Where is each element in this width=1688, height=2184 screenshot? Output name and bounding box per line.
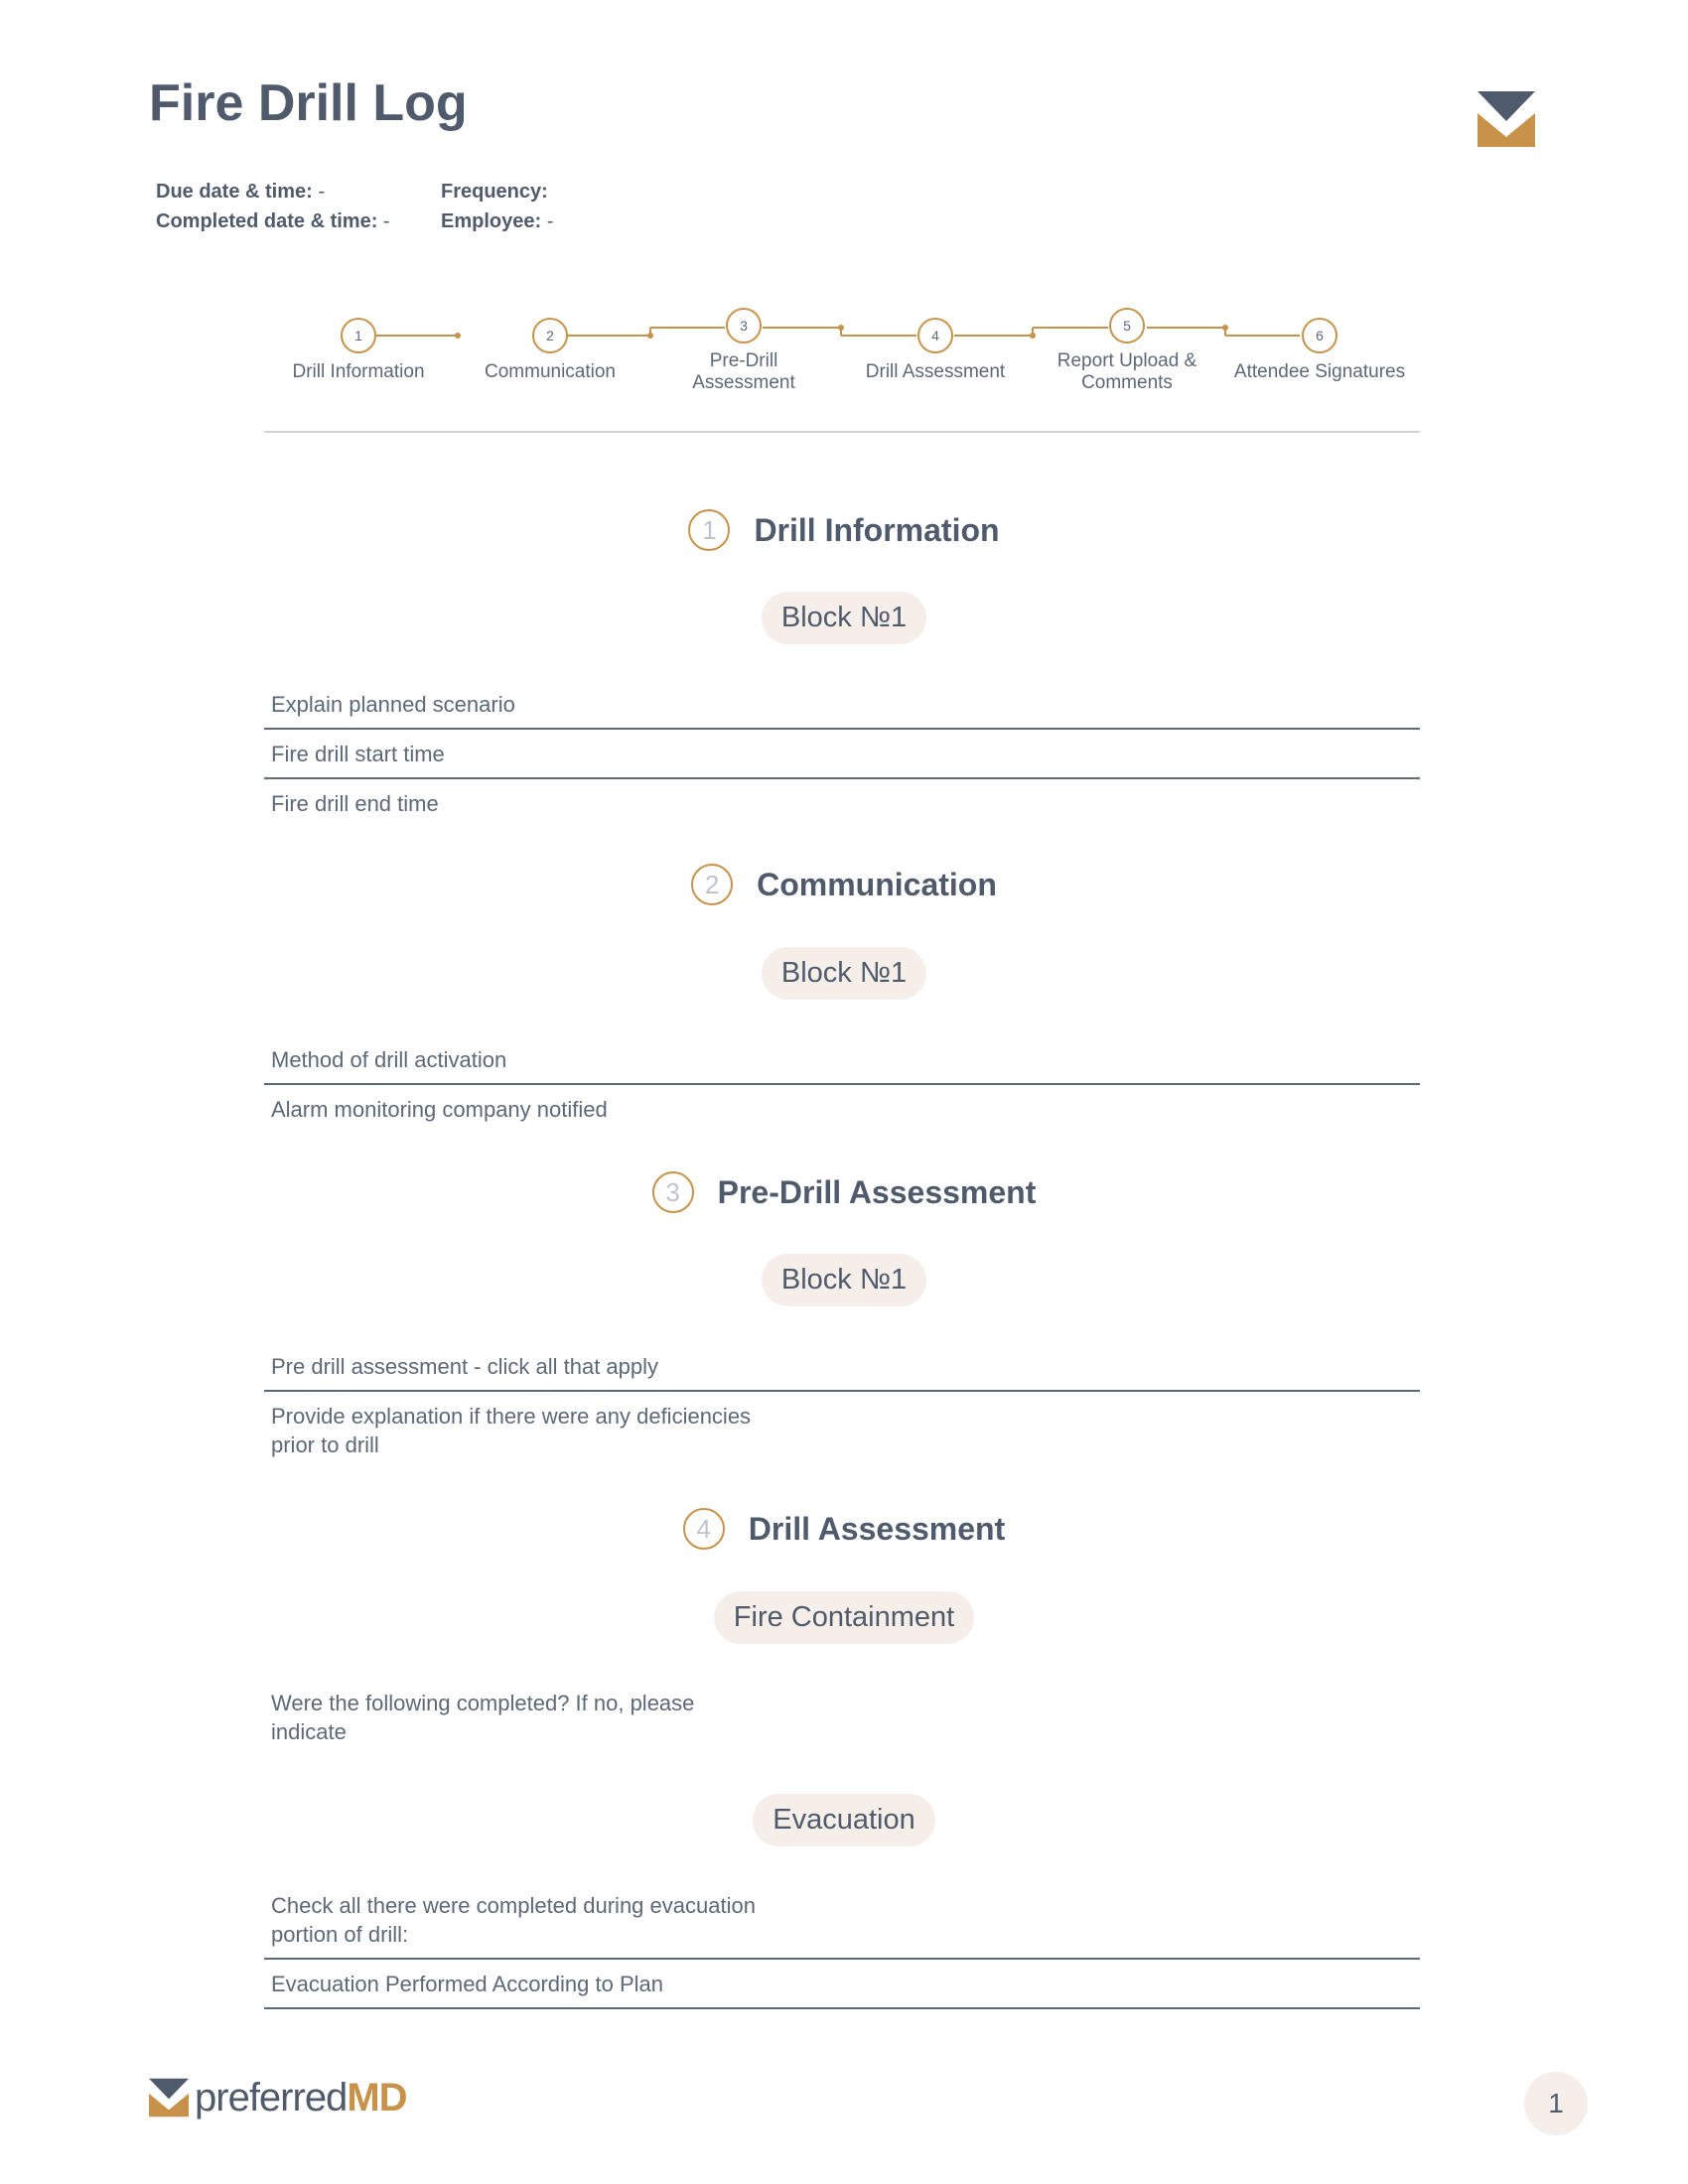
block-pill: Block №1 [0, 947, 1688, 1000]
section-title: Drill Assessment [748, 1510, 1006, 1547]
step-label-5: Report Upload & Comments [1056, 350, 1197, 393]
section-drill-assessment [0, 1508, 1688, 1550]
stepper-track [0, 298, 1688, 357]
step-label-2: Communication [485, 361, 616, 382]
due-date-meta: Due date & time: - [156, 181, 326, 203]
block-pill: Block №1 [0, 1254, 1688, 1306]
footer-brand-name: preferredMD [195, 2075, 407, 2119]
page-number: 1 [1524, 2072, 1588, 2135]
field-end-time: Fire drill end time [271, 791, 439, 816]
block-pill-evacuation: Evacuation [0, 1794, 1688, 1846]
block-pill: Block №1 [0, 592, 1688, 644]
field-alarm-notified: Alarm monitoring company notified [271, 1097, 608, 1122]
section-communication [0, 864, 1688, 905]
field-rule [264, 777, 1420, 779]
block-pill-fire-containment: Fire Containment [0, 1591, 1688, 1644]
section-title: Pre-Drill Assessment [717, 1173, 1037, 1210]
footer-brand-logo [149, 2073, 407, 2122]
step-circle-2: 2 [546, 328, 554, 343]
footer-check-logo-icon [149, 2078, 189, 2117]
step-label-6: Attendee Signatures [1233, 361, 1406, 382]
field-rule [264, 1958, 1420, 1960]
step-circle-1: 1 [354, 328, 362, 343]
completed-date-meta: Completed date & time: - [156, 210, 390, 232]
field-start-time: Fire drill start time [271, 742, 445, 766]
step-label-3: Pre-Drill Assessment [692, 350, 795, 393]
field-pre-drill-apply: Pre drill assessment - click all that apply [271, 1354, 659, 1379]
page-title: Fire Drill Log [149, 74, 468, 132]
section-pre-drill-assessment [0, 1171, 1688, 1213]
step-circle-6: 6 [1316, 328, 1324, 343]
field-rule [264, 728, 1420, 730]
progress-stepper [0, 298, 1688, 417]
section-number: 4 [683, 1508, 725, 1550]
step-label-4: Drill Assessment [865, 361, 1006, 382]
field-deficiencies: Provide explanation if there were any deficiencies prior to drill [271, 1404, 752, 1457]
step-circle-5: 5 [1123, 318, 1131, 334]
field-evacuation-plan: Evacuation Performed According to Plan [271, 1972, 664, 1996]
frequency-meta: Frequency: [441, 181, 548, 203]
step-label-1: Drill Information [292, 361, 425, 382]
field-explain-scenario: Explain planned scenario [271, 692, 515, 717]
employee-meta: Employee: - [441, 210, 554, 232]
header-divider [264, 431, 1420, 433]
step-circle-3: 3 [740, 318, 748, 334]
field-following-completed: Were the following completed? If no, please indicate [271, 1691, 695, 1744]
step-circle-4: 4 [931, 328, 939, 343]
section-title: Drill Information [754, 511, 1000, 548]
section-number: 1 [688, 509, 730, 551]
field-rule [264, 1390, 1420, 1392]
section-number: 2 [691, 864, 733, 905]
section-drill-information [0, 509, 1688, 551]
section-title: Communication [757, 866, 997, 902]
section-number: 3 [652, 1171, 694, 1213]
field-rule [264, 2007, 1420, 2009]
brand-check-logo-icon [1477, 91, 1535, 147]
field-evacuation-checklist: Check all there were completed during evacuation portion of drill: [271, 1893, 756, 1947]
field-activation-method: Method of drill activation [271, 1047, 507, 1072]
field-rule [264, 1083, 1420, 1085]
